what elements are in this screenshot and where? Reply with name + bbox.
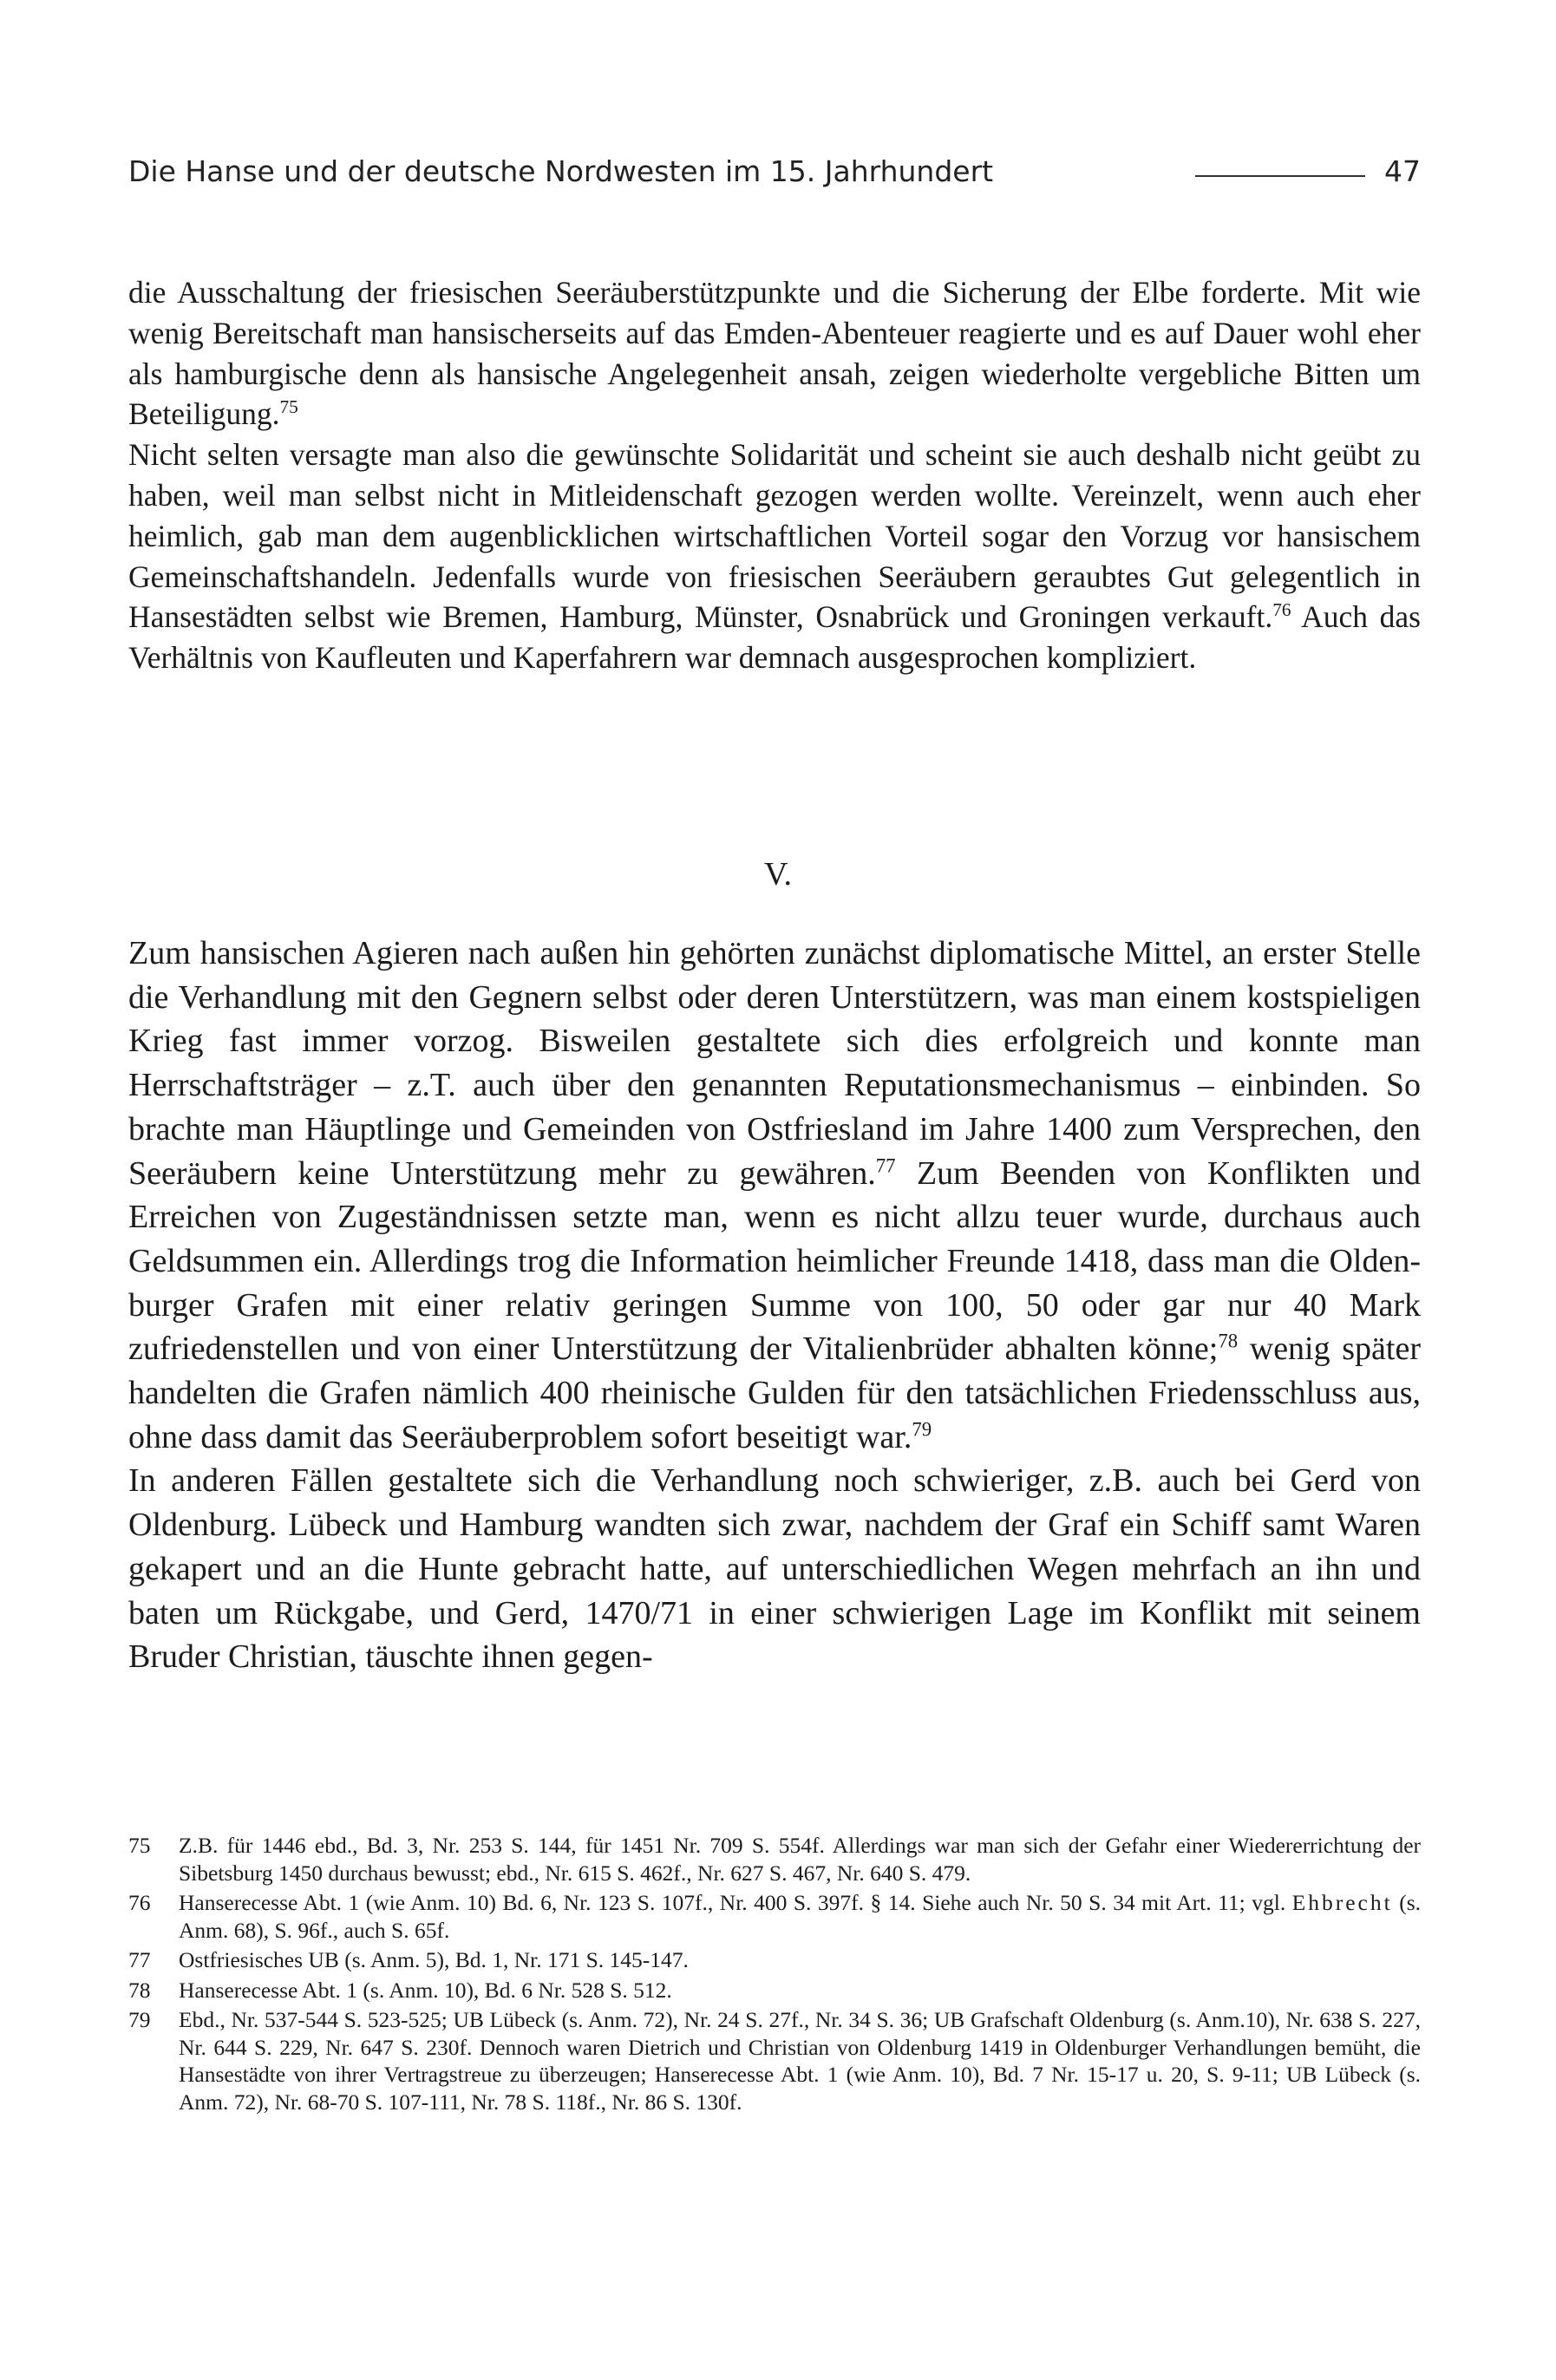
paragraph-text: Zum hansischen Agieren nach außen hin gehörten zunächst diplomatische Mittel, an erster Stelle die Verhandlung mit den Gegnern selbst oder deren Unterstützern, was man einem kostspieligen Krieg fast immer vorzog. Bisweilen gestaltete sich dies erfolgreich und konnte man Herrschaftsträger – z.T. auch über den genannten Reputationsmechanismus – einbinden. So brachte man Häuptlinge und Gemeinden von Ostfriesland im Jahre 1400 zum Versprechen, den Seeräubern keine Unterstützung mehr zu gewähren. (128, 935, 1421, 1192)
footnote-text (179, 1889, 1421, 1944)
footnote-number: 77 (128, 1947, 151, 1972)
paragraph-text: Nicht selten versagte man also die gewünschte Solidarität und scheint sie auch deshalb nicht geübt zu haben, weil man selbst nicht in Mitleidenschaft gezogen werden wollte. Vereinzelt, wenn auch eher heimlich, gab man dem augenblicklichen wirtschaftlichen Vorteil sogar den Vorzug vor hansischem Gemeinschaftshandeln. Jedenfalls wurde von friesischen Seeräubern geraubtes Gut gelegentlich in Hansestädten selbst wie Bremen, Hamburg, Münster, Osnabrück und Groningen verkauft. (128, 437, 1421, 635)
footnote-ref[interactable]: 75 (279, 396, 298, 418)
paragraph (128, 272, 1421, 435)
footnote-ref[interactable]: 78 (1218, 1330, 1239, 1352)
footnote-number: 79 (128, 2007, 151, 2032)
paragraph-text: die Ausschaltung der friesischen Seeräuberstützpunkte und die Sicherung der Elbe forderte. Mit wie wenig Bereitschaft man hansischerseits auf das Emden-Abenteuer reagierte und es auf Dauer wohl eher als hamburgische denn als hansische Angelegenheit ansah, zeigen wiederholte vergebliche Bitten um Beteiligung. (128, 275, 1421, 432)
footnote-number: 76 (128, 1890, 151, 1915)
footnote-77 (128, 1946, 1421, 1974)
header-rule (1195, 175, 1365, 177)
footnote-78 (128, 1977, 1421, 2004)
paragraph (128, 435, 1421, 678)
footnote-text: Ostfriesisches UB (s. Anm. 5), Bd. 1, Nr. 171 S. 145-147. (179, 1947, 689, 1972)
footnote-number: 78 (128, 1977, 151, 2003)
body-text-bottom (128, 932, 1421, 1679)
footnote-text: Ebd., Nr. 537-544 S. 523-525; UB Lübeck (s. Anm. 72), Nr. 24 S. 27f., Nr. 34 S. 36; UB Grafschaft Oldenburg (s. Anm.10), Nr. 638 S. 227, Nr. 644 S. 229, Nr. 647 S. 230f. Dennoch waren Dietrich und Christian von Oldenburg 1419 in Oldenburger Verhandlungen bemüht, die Hansestädte von ihrer Vertragstreue zu überzeugen; Hanserecesse Abt. 1 (wie Anm. 10), Bd. 7 Nr. 15-17 u. 20, S. 9-11; UB Lübeck (s. Anm. 72), Nr. 68-70 S. 107-111, Nr. 78 S. 118f., Nr. 86 S. 130f. (179, 2007, 1421, 2115)
footnote-ref[interactable]: 79 (912, 1418, 932, 1441)
footnote-76 (128, 1889, 1421, 1944)
author-name: Ehbrecht (1291, 1890, 1393, 1915)
footnote-text: Z.B. für 1446 ebd., Bd. 3, Nr. 253 S. 144, für 1451 Nr. 709 S. 554f. Allerdings war man sich der Gefahr einer Wiedererrichtung der Sibetsburg 1450 durchaus bewusst; ebd., Nr. 615 S. 462f., Nr. 627 S. 467, Nr. 640 S. 479. (179, 1833, 1421, 1886)
footnote-text: Hanserecesse Abt. 1 (s. Anm. 10), Bd. 6 Nr. 528 S. 512. (179, 1977, 672, 2003)
footnote-number: 75 (128, 1833, 151, 1858)
page-number: 47 (1384, 154, 1421, 188)
footnote-ref[interactable]: 76 (1272, 599, 1291, 621)
paragraph-text: In anderen Fällen gestaltete sich die Verhandlung noch schwieriger, z.B. auch bei Gerd von Oldenburg. Lübeck und Hamburg wandten sich zwar, nachdem der Graf ein Schiff samt Waren gekapert und an die Hunte gebracht hatte, auf unterschiedlichen Wegen mehrfach an ihn und baten um Rückgabe, und Gerd, 1470/71 in einer schwierigen Lage im Konflikt mit seinem Bruder Christian, täuschte ihnen gegen- (128, 1462, 1421, 1676)
footnote-text-part: Hanserecesse Abt. 1 (wie Anm. 10) Bd. 6, Nr. 123 S. 107f., Nr. 400 S. 397f. § 14. Siehe auch Nr. 50 S. 34 mit Art. 11; vgl. (179, 1890, 1292, 1915)
footnote-79 (128, 2006, 1421, 2115)
footnote-ref[interactable]: 77 (875, 1154, 896, 1176)
footnote-75 (128, 1832, 1421, 1886)
paragraph (128, 1459, 1421, 1679)
footnote-text-part: (s. Anm. 68), S. 96f., auch S. 65f. (179, 1890, 1421, 1943)
body-text-top (128, 272, 1421, 678)
paragraph (128, 932, 1421, 1459)
paragraph-text: Auch das Verhältnis von Kaufleuten und Kaperfahrern war demnach ausgesprochen kompliziert. (128, 599, 1421, 676)
running-header (128, 154, 1421, 203)
paragraph-text: wenig später handelten die Grafen nämlich 400 rheinische Gulden für den tatsächlichen Friedensschluss aus, ohne dass damit das Seeräuberproblem sofort beseitigt war. (128, 1331, 1421, 1455)
running-title: Die Hanse und der deutsche Nordwesten im 15. Jahrhundert (128, 154, 994, 188)
footnotes (128, 1832, 1421, 2118)
paragraph-text: Zum Beenden von Konflikten und Erreichen von Zugeständnissen setzte man, wenn es nicht allzu teuer wurde, durchaus auch Geldsummen ein. Allerdings trog die Information heimlicher Freunde 1418, dass man die Oldenburger Grafen mit einer relativ geringen Summe von 100, 50 oder gar nur 40 Mark zufriedenstellen und von einer Unterstützung der Vitalienbrüder abhalten könne; (128, 1154, 1421, 1368)
section-heading: V. (763, 856, 793, 892)
